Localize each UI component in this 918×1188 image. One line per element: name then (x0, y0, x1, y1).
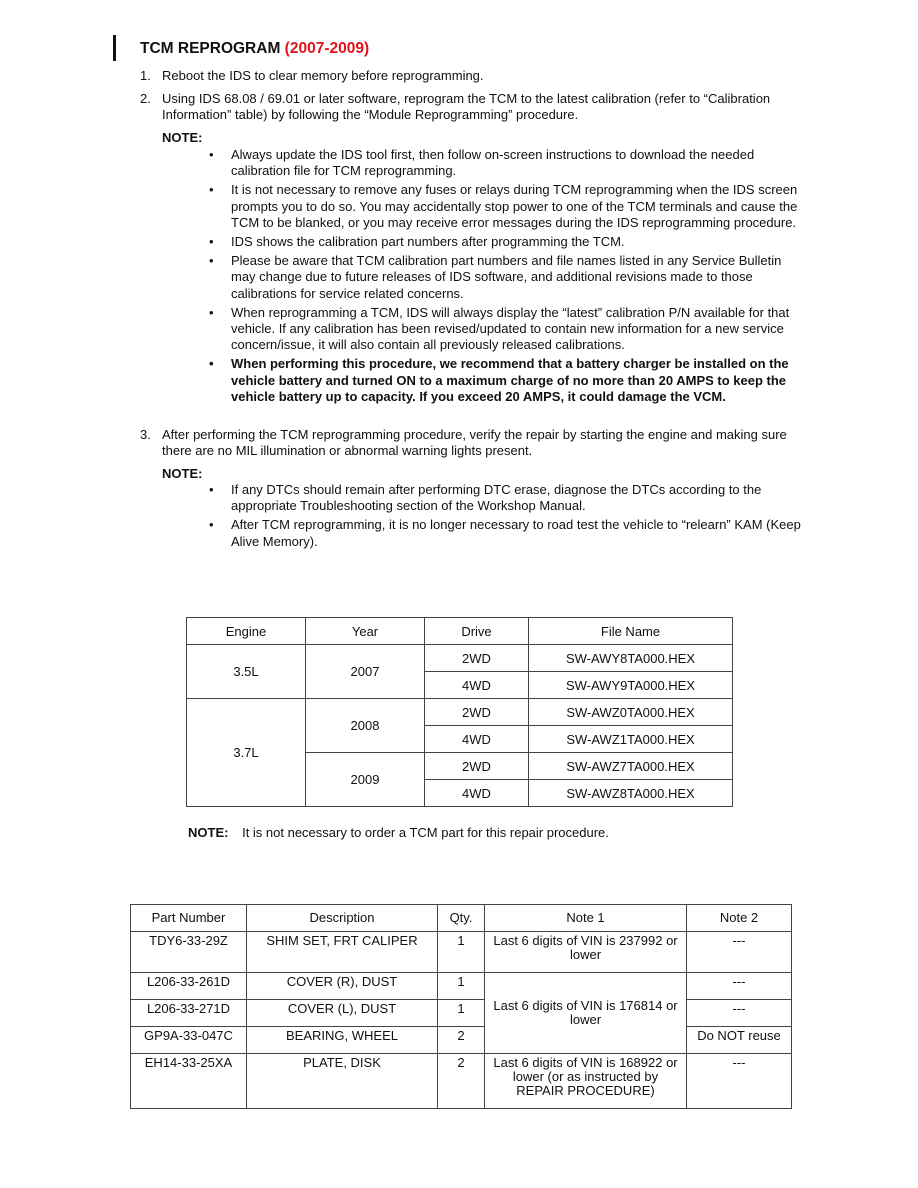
table-header-row (187, 618, 733, 645)
note-label-step3: NOTE: (162, 466, 203, 481)
drive-cell: 2WD (425, 699, 529, 726)
table-row (187, 645, 733, 672)
note2-cell: Do NOT reuse (687, 1027, 792, 1054)
description-cell: COVER (L), DUST (247, 1000, 438, 1027)
table-row (131, 1000, 792, 1027)
description-cell: SHIM SET, FRT CALIPER (247, 932, 438, 973)
note1-cell: Last 6 digits of VIN is 237992 or lower (485, 932, 687, 973)
part-number-cell: GP9A-33-047C (131, 1027, 247, 1054)
part-number-cell: EH14-33-25XA (131, 1054, 247, 1109)
step-text: After performing the TCM reprogramming procedure, verify the repair by starting the engine and making sure there are no MIL illumination or abnormal warning lights present. (162, 427, 787, 458)
calibration-table (186, 617, 733, 807)
step-number: 2. (140, 91, 151, 106)
table-row (131, 932, 792, 973)
note-item: • Always update the IDS tool first, then follow on-screen instructions to download the needed calibration file for TCM reprogramming. (209, 147, 809, 179)
column-header: Engine (187, 618, 306, 645)
drive-cell: 4WD (425, 780, 529, 807)
note-label-step2: NOTE: (162, 130, 203, 145)
column-header: Drive (425, 618, 529, 645)
table-header-row (131, 905, 792, 932)
drive-cell: 4WD (425, 672, 529, 699)
year-cell: 2008 (306, 699, 425, 753)
column-header: File Name (529, 618, 733, 645)
note2-cell: --- (687, 973, 792, 1000)
part-number-cell: TDY6-33-29Z (131, 932, 247, 973)
column-header: Qty. (438, 905, 485, 932)
file-cell: SW-AWZ7TA000.HEX (529, 753, 733, 780)
step-number: 3. (140, 427, 151, 442)
note-item: • It is not necessary to remove any fuses or relays during TCM reprogramming when the IDS screen prompts you to do so. You may accidentally stop power to one of the TCM terminals and cause the TCM to be blanked, or you may receive error messages during the IDS reprogramming procedure. (209, 182, 809, 231)
order-note-label: NOTE: (188, 825, 229, 840)
file-cell: SW-AWZ8TA000.HEX (529, 780, 733, 807)
table-row (131, 1027, 792, 1054)
description-cell: BEARING, WHEEL (247, 1027, 438, 1054)
note-item-warning: • When performing this procedure, we recommend that a battery charger be installed on the vehicle battery and turned ON to a maximum charge of no more than 20 AMPS to keep the vehicle battery up to capacity. If you exceed 20 AMPS, it could damage the VCM. (209, 356, 809, 405)
part-number-cell: L206-33-261D (131, 973, 247, 1000)
note1-cell: Last 6 digits of VIN is 176814 or lower (485, 973, 687, 1054)
file-cell: SW-AWZ0TA000.HEX (529, 699, 733, 726)
table-row (131, 1054, 792, 1109)
note-item: • When reprogramming a TCM, IDS will always display the “latest” calibration P/N available for that vehicle. If any calibration has been revised/updated to contain new information for a new service concern/issue, it will also contain all previously released calibrations. (209, 305, 809, 354)
table-row (187, 699, 733, 726)
table-row (131, 973, 792, 1000)
note-item: • Please be aware that TCM calibration part numbers and file names listed in any Service Bulletin may change due to future releases of IDS software, and additional revisions made to those calibrations for service related concerns. (209, 253, 809, 302)
column-header: Note 1 (485, 905, 687, 932)
notes-list-step2 (209, 147, 809, 408)
qty-cell: 2 (438, 1054, 485, 1109)
drive-cell: 2WD (425, 645, 529, 672)
note-item: • IDS shows the calibration part numbers after programming the TCM. (209, 234, 809, 250)
note-item: • After TCM reprogramming, it is no longer necessary to road test the vehicle to “relearn” KAM (Keep Alive Memory). (209, 517, 809, 549)
drive-cell: 2WD (425, 753, 529, 780)
column-header: Description (247, 905, 438, 932)
file-cell: SW-AWY8TA000.HEX (529, 645, 733, 672)
file-cell: SW-AWY9TA000.HEX (529, 672, 733, 699)
qty-cell: 1 (438, 932, 485, 973)
year-cell: 2009 (306, 753, 425, 807)
column-header: Part Number (131, 905, 247, 932)
note1-cell: Last 6 digits of VIN is 168922 or lower (or as instructed by REPAIR PROCEDURE) (485, 1054, 687, 1109)
part-number-cell: L206-33-271D (131, 1000, 247, 1027)
note2-cell: --- (687, 932, 792, 973)
note2-cell: --- (687, 1000, 792, 1027)
column-header: Note 2 (687, 905, 792, 932)
page-title (140, 40, 369, 58)
qty-cell: 1 (438, 1000, 485, 1027)
step-number: 1. (140, 68, 151, 83)
column-header: Year (306, 618, 425, 645)
notes-list-step3 (209, 482, 809, 553)
engine-cell: 3.5L (187, 645, 306, 699)
order-note-text: It is not necessary to order a TCM part for this repair procedure. (242, 825, 609, 840)
title-years: (2007-2009) (284, 40, 370, 57)
engine-cell: 3.7L (187, 699, 306, 807)
note-item: • If any DTCs should remain after performing DTC erase, diagnose the DTCs according to the appropriate Troubleshooting section of the Workshop Manual. (209, 482, 809, 514)
qty-cell: 2 (438, 1027, 485, 1054)
note2-cell: --- (687, 1054, 792, 1109)
description-cell: PLATE, DISK (247, 1054, 438, 1109)
file-cell: SW-AWZ1TA000.HEX (529, 726, 733, 753)
year-cell: 2007 (306, 645, 425, 699)
description-cell: COVER (R), DUST (247, 973, 438, 1000)
title-main: TCM REPROGRAM (140, 40, 281, 57)
order-note (188, 825, 609, 840)
qty-cell: 1 (438, 973, 485, 1000)
step-text: Using IDS 68.08 / 69.01 or later software, reprogram the TCM to the latest calibration (refer to “Calibration Information” table) by following the “Module Reprogramming” procedure. (162, 91, 771, 122)
drive-cell: 4WD (425, 726, 529, 753)
step-text: Reboot the IDS to clear memory before reprogramming. (162, 68, 484, 83)
margin-bar (113, 35, 116, 61)
parts-table (130, 904, 792, 1109)
